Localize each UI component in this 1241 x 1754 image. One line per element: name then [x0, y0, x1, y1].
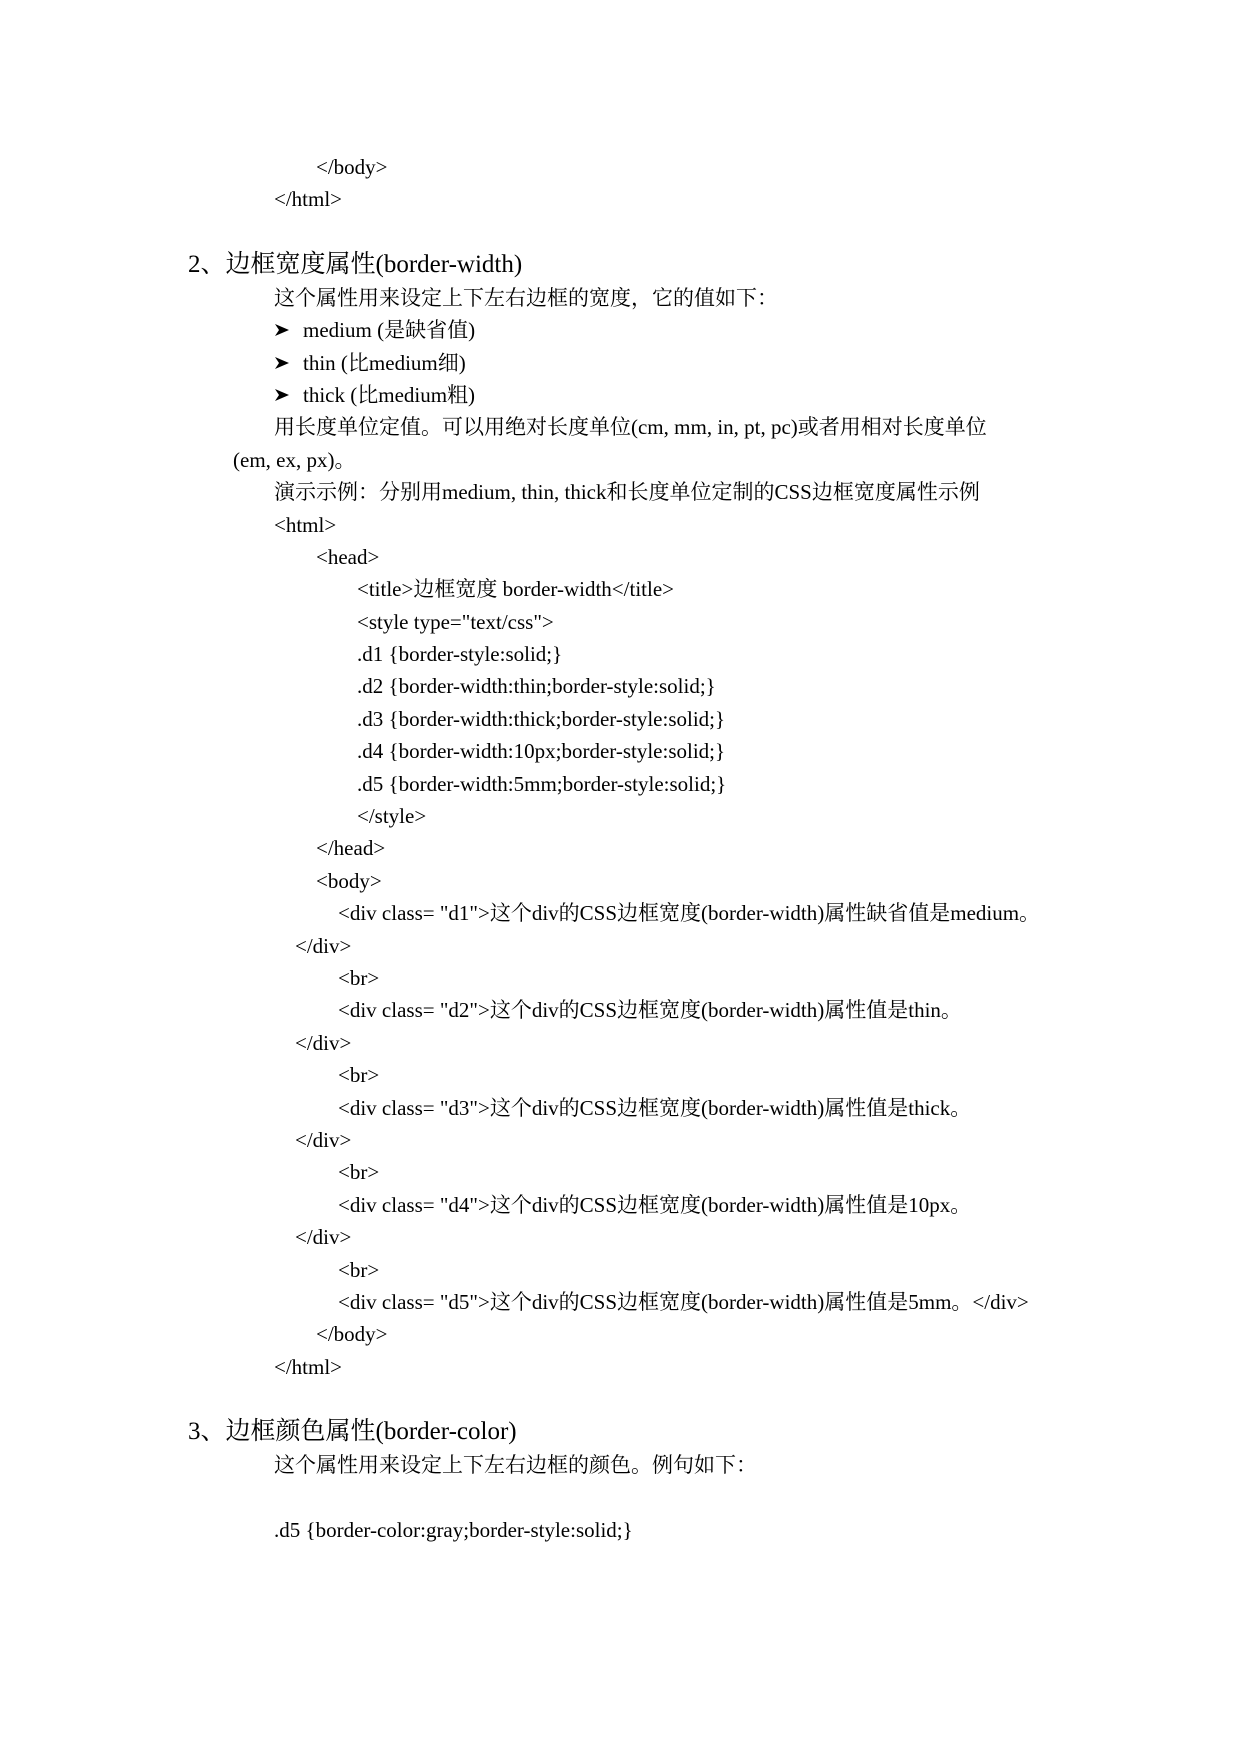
code-line: <head>: [316, 544, 380, 569]
code-line: </html>: [274, 187, 343, 212]
code-line: <br>: [338, 1063, 380, 1088]
code-line: <div class= "d4">这个div的CSS边框宽度(border-width)属性值是10px。: [338, 1192, 972, 1217]
units-paragraph: [0, 411, 1241, 476]
list-item: [0, 314, 1241, 346]
code-line: </div>: [295, 1225, 352, 1250]
section-border-color: [0, 1415, 1241, 1546]
code-line: <div class= "d2">这个div的CSS边框宽度(border-width)属性值是thin。: [338, 998, 962, 1023]
code-example-block: [0, 509, 1241, 1384]
arrowhead-bullet-icon: [274, 322, 290, 338]
blank-line: [0, 1481, 1241, 1513]
code-line: </head>: [316, 836, 386, 861]
paragraph-line: (em, ex, px)。: [233, 447, 356, 472]
code-line: </html>: [274, 1354, 343, 1379]
code-line: </div>: [295, 1127, 352, 1152]
code-line: .d5 {border-width:5mm;border-style:solid;}: [357, 771, 727, 796]
code-line: <div class= "d3">这个div的CSS边框宽度(border-width)属性值是thick。: [338, 1095, 972, 1120]
page-body: [0, 151, 1241, 1546]
code-line: </style>: [357, 804, 427, 829]
code-line: .d5 {border-color:gray;border-style:solid;}: [274, 1517, 633, 1542]
code-line: <html>: [274, 512, 337, 537]
code-line: .d1 {border-style:solid;}: [357, 642, 563, 667]
preceding-code-tail: [0, 151, 1241, 216]
code-line: <title>边框宽度 border-width</title>: [357, 577, 674, 602]
arrowhead-bullet-icon: [274, 387, 290, 403]
code-line: <div class= "d1">这个div的CSS边框宽度(border-width)属性缺省值是medium。: [338, 901, 1041, 926]
code-line: <br>: [338, 1257, 380, 1282]
code-line: <div class= "d5">这个div的CSS边框宽度(border-width)属性值是5mm。</div>: [338, 1289, 1029, 1314]
code-line: .d3 {border-width:thick;border-style:solid;}: [357, 706, 726, 731]
code-line: <br>: [338, 1160, 380, 1185]
code-line: </body>: [316, 1322, 388, 1347]
paragraph-line: 这个属性用来设定上下左右边框的颜色。例句如下：: [274, 1453, 757, 1478]
arrowhead-bullet-icon: [274, 355, 290, 371]
paragraph-line: 这个属性用来设定上下左右边框的宽度，它的值如下：: [274, 285, 778, 310]
list-item-text: medium (是缺省值): [303, 318, 476, 343]
code-line: </body>: [316, 155, 388, 179]
list-item: [0, 347, 1241, 379]
code-line: </div>: [295, 1030, 352, 1055]
paragraph-line: 用长度单位定值。可以用绝对长度单位(cm, mm, in, pt, pc)或者用相对长度单位: [274, 415, 987, 440]
value-list: [0, 314, 1241, 411]
code-line: </div>: [295, 933, 352, 958]
code-line: <style type="text/css">: [357, 609, 554, 634]
section-border-width: [0, 248, 1241, 1383]
list-item-text: thin (比medium细): [303, 350, 466, 375]
code-line: <body>: [316, 868, 382, 893]
code-line: <br>: [338, 965, 380, 990]
code-line: .d2 {border-width:thin;border-style:solid;}: [357, 674, 716, 699]
demo-caption: 演示示例：分别用medium, thin, thick和长度单位定制的CSS边框宽度属性示例: [274, 480, 980, 505]
list-item-text: thick (比medium粗): [303, 382, 476, 407]
section-heading: 3、边框颜色属性(border-color): [188, 1418, 517, 1446]
code-line: .d4 {border-width:10px;border-style:solid;}: [357, 739, 726, 764]
section-heading: 2、边框宽度属性(border-width): [188, 250, 523, 278]
list-item: [0, 379, 1241, 411]
